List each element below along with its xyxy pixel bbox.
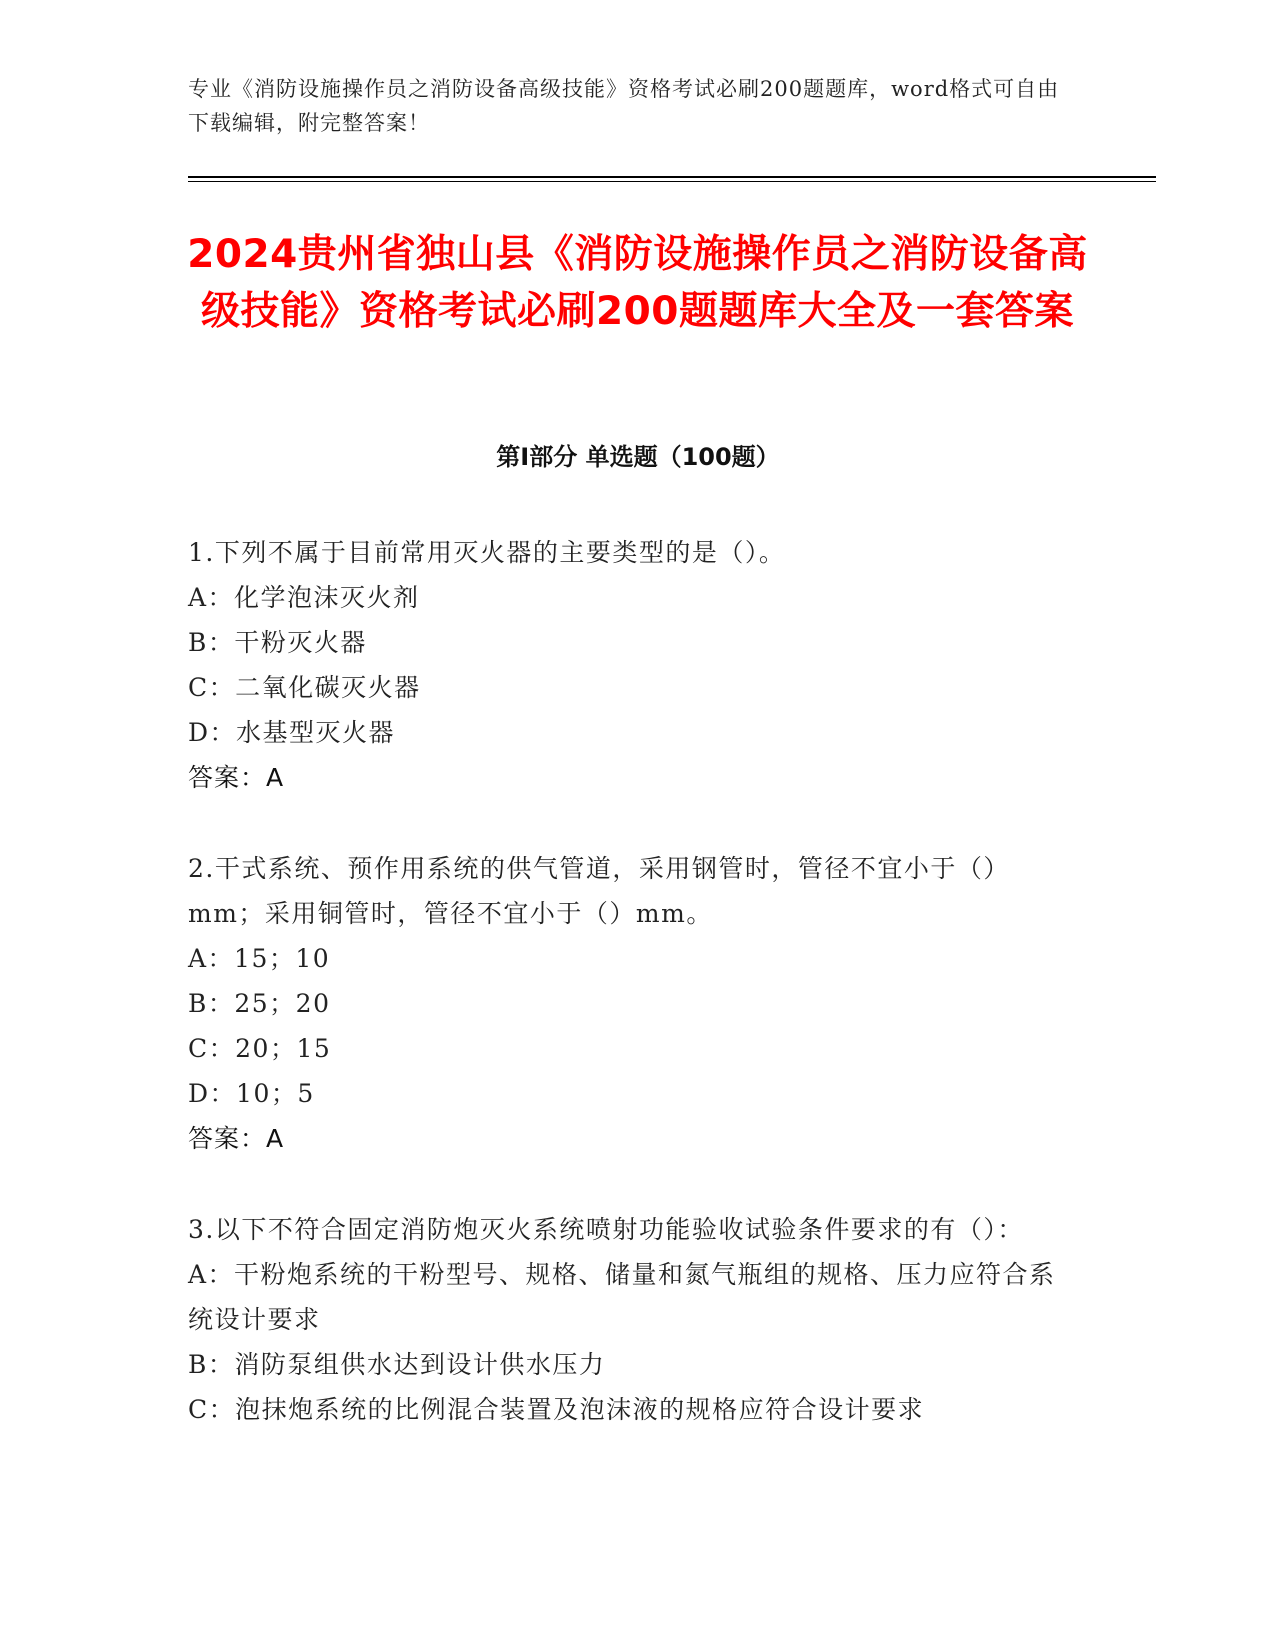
question-list <box>188 530 1068 1478</box>
document-title: 2024贵州省独山县《消防设施操作员之消防设备高级技能》资格考试必刷200题题库大全及一套答案 <box>187 232 1088 334</box>
option-c: C：二氧化碳灭火器 <box>188 673 421 702</box>
option-b: B：干粉灭火器 <box>188 628 367 657</box>
question-3 <box>188 1207 1068 1432</box>
answer-line: 答案：A <box>188 1124 285 1153</box>
header-note: 专业《消防设施操作员之消防设备高级技能》资格考试必刷200题题库，word格式可自由下载编辑，附完整答案！ <box>188 77 1060 135</box>
header-divider-thin <box>188 181 1156 182</box>
header-divider-thick <box>188 176 1156 178</box>
question-2 <box>188 846 1068 1161</box>
option-c: C：泡抹炮系统的比例混合装置及泡沫液的规格应符合设计要求 <box>188 1395 925 1424</box>
question-1 <box>188 530 1068 800</box>
option-b: B：消防泵组供水达到设计供水压力 <box>188 1350 606 1379</box>
question-stem: 1.下列不属于目前常用灭火器的主要类型的是（）。 <box>188 538 786 567</box>
section-heading: 第Ⅰ部分 单选题（100题） <box>496 443 780 471</box>
option-d: D：10；5 <box>188 1079 315 1108</box>
option-d: D：水基型灭火器 <box>188 718 396 747</box>
answer-line: 答案：A <box>188 763 285 792</box>
option-a: A：15；10 <box>188 944 331 973</box>
option-a: A：干粉炮系统的干粉型号、规格、储量和氮气瓶组的规格、压力应符合系统设计要求 <box>188 1260 1056 1334</box>
option-c: C：20；15 <box>188 1034 332 1063</box>
question-stem: 2.干式系统、预作用系统的供气管道，采用钢管时，管径不宜小于（）mm；采用铜管时，管径不宜小于（）mm。 <box>188 854 1010 928</box>
option-b: B：25；20 <box>188 989 331 1018</box>
option-a: A：化学泡沫灭火剂 <box>188 583 420 612</box>
question-stem: 3.以下不符合固定消防炮灭火系统喷射功能验收试验条件要求的有（）： <box>188 1215 1024 1244</box>
